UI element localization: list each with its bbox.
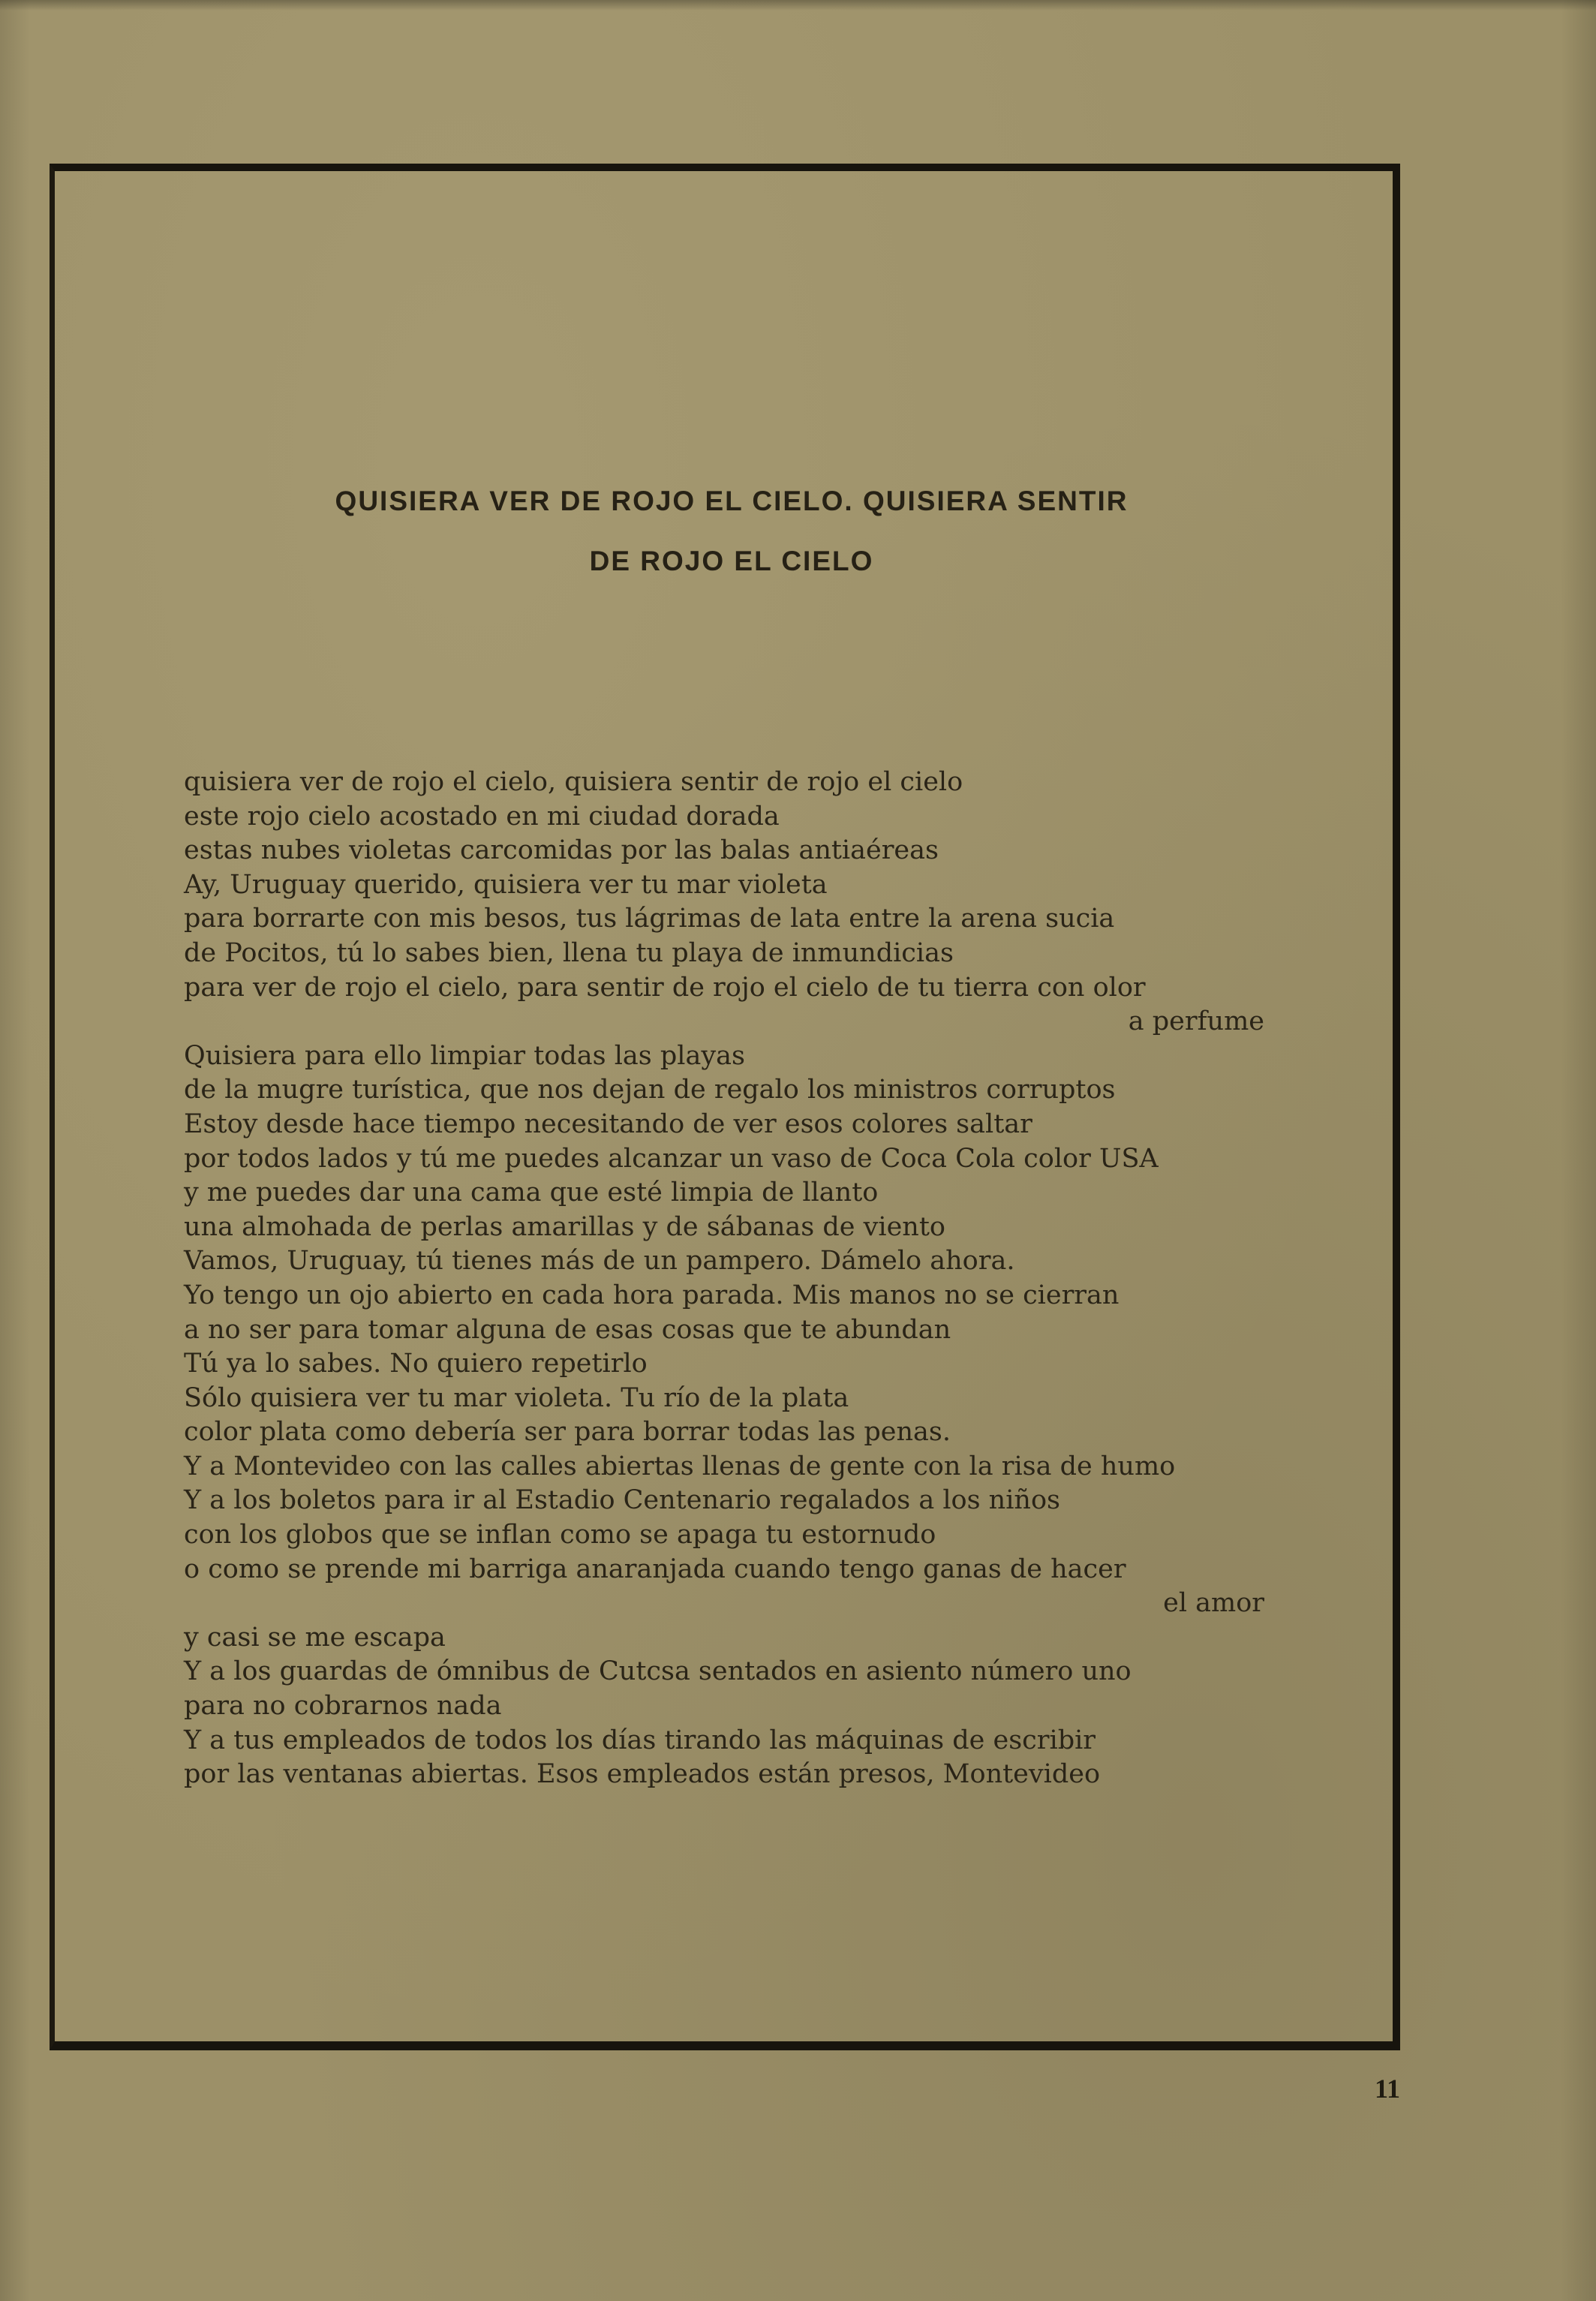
poem-line: Sólo quisiera ver tu mar violeta. Tu río de la plata: [184, 1382, 849, 1413]
poem-title-line: QUISIERA VER DE ROJO EL CIELO. QUISIERA SENTIR: [335, 486, 1129, 516]
poem-line: Yo tengo un ojo abierto en cada hora parada. Mis manos no se cierran: [184, 1280, 1120, 1310]
poem-line: con los globos que se inflan como se apaga tu estornudo: [184, 1520, 936, 1551]
poem-line: o como se prende mi barriga anaranjada cuando tengo ganas de hacer: [184, 1554, 1126, 1584]
poem-line: color plata como debería ser para borrar todas las penas.: [184, 1417, 951, 1448]
page-top-edge: [0, 0, 1596, 11]
poem-line: Estoy desde hace tiempo necesitando de ver esos colores saltar: [184, 1108, 1032, 1139]
poem-line: Vamos, Uruguay, tú tienes más de un pampero. Dámelo ahora.: [184, 1246, 1015, 1277]
poem-line: para borrarte con mis besos, tus lágrimas de lata entre la arena sucia: [184, 904, 1115, 934]
poem-line: quisiera ver de rojo el cielo, quisiera sentir de rojo el cielo: [184, 767, 963, 797]
page-number: 11: [1375, 2074, 1401, 2104]
poem-line: por todos lados y tú me puedes alcanzar un vaso de Coca Cola color USA: [184, 1143, 1159, 1174]
poem-line: una almohada de perlas amarillas y de sábanas de viento: [184, 1211, 945, 1242]
poem-line: de Pocitos, tú lo sabes bien, llena tu playa de inmundicias: [184, 937, 954, 968]
poem-line: y me puedes dar una cama que esté limpia de llanto: [184, 1178, 879, 1208]
poem-line: Tú ya lo sabes. No quiero repetirlo: [184, 1349, 648, 1379]
poem-line: Ay, Uruguay querido, quisiera ver tu mar violeta: [184, 869, 828, 900]
poem-line: a no ser para tomar alguna de esas cosas que te abundan: [184, 1314, 951, 1345]
poem-line: Y a Montevideo con las calles abiertas llenas de gente con la risa de humo: [184, 1451, 1176, 1481]
poem-line-continuation: el amor: [1163, 1588, 1264, 1619]
poem-line: por las ventanas abiertas. Esos empleados están presos, Montevideo: [184, 1759, 1101, 1790]
poem-line: Y a los boletos para ir al Estadio Centenario regalados a los niños: [184, 1485, 1060, 1516]
poem-line: de la mugre turística, que nos dejan de regalo los ministros corruptos: [184, 1075, 1116, 1105]
poem-line: y casi se me escapa: [184, 1622, 446, 1653]
poem-line-continuation: a perfume: [1128, 1006, 1264, 1037]
poem-line: Y a los guardas de ómnibus de Cutcsa sentados en asiento número uno: [184, 1656, 1132, 1687]
poem-body: [184, 765, 1264, 1792]
poem-line: estas nubes violetas carcomidas por las balas antiaéreas: [184, 835, 939, 866]
poem-line: Y a tus empleados de todos los días tirando las máquinas de escribir: [184, 1725, 1096, 1755]
poem-title: [150, 471, 1313, 591]
poem-title-line: DE ROJO EL CIELO: [589, 546, 874, 576]
poem-line: este rojo cielo acostado en mi ciudad dorada: [184, 801, 780, 832]
poem-line: para ver de rojo el cielo, para sentir de rojo el cielo de tu tierra con olor: [184, 972, 1146, 1003]
poem-line: para no cobrarnos nada: [184, 1691, 502, 1722]
poem-line: Quisiera para ello limpiar todas las playas: [184, 1040, 745, 1071]
